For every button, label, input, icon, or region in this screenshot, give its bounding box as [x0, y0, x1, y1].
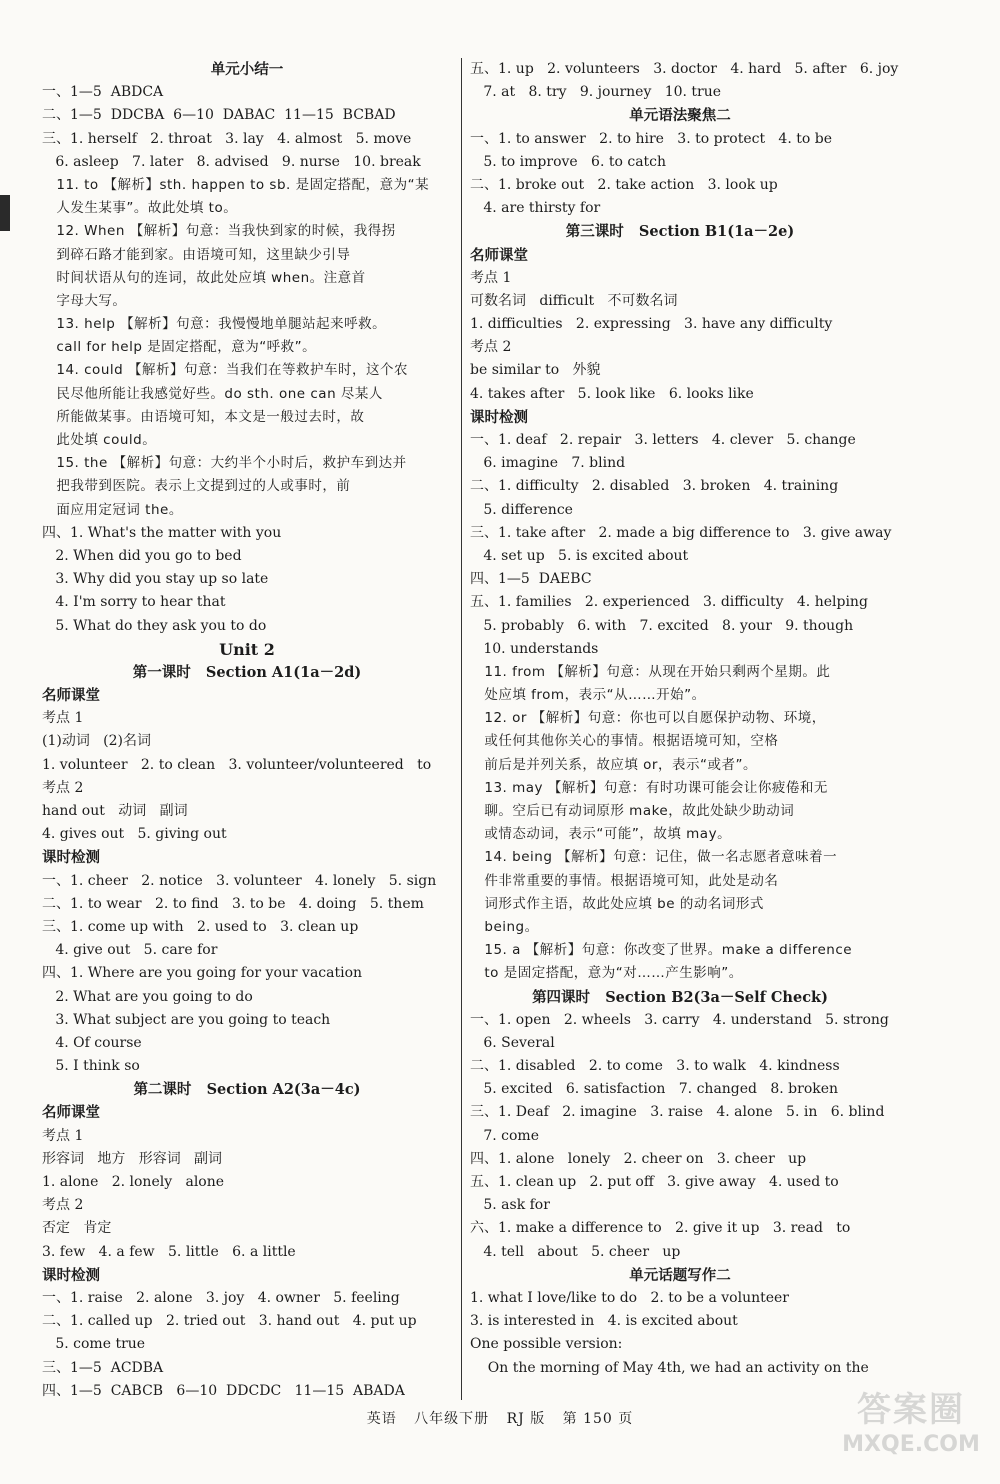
answer-line: to 是固定搭配，意为“对……产生影响”。 [470, 965, 743, 982]
footer-grade: 八年级下册 [414, 1411, 490, 1427]
answer-line: 或情态动词，表示“可能”，故填 may。 [470, 826, 732, 843]
answer-line: 14. could 【解析】句意：当我们在等救护车时，这个农 [42, 362, 408, 379]
answer-line: 五、1. families 2. experienced 3. difficulty 4. helping [470, 594, 868, 611]
answer-line: 12. When 【解析】句意：当我快到家的时候，我得拐 [42, 223, 396, 240]
answer-line: On the morning of May 4th, we had an activity on the [470, 1359, 869, 1376]
answer-line: 形容词 地方 形容词 副词 [42, 1150, 223, 1167]
answer-line: 5. excited 6. satisfaction 7. changed 8. broken [470, 1081, 839, 1098]
answer-line: 5. come true [42, 1336, 146, 1353]
answer-line: 15. the 【解析】句意：大约半个小时后，救护车到达并 [42, 455, 407, 472]
answer-line: 考点 2 [42, 779, 84, 796]
section-heading: Unit 2 [219, 639, 275, 659]
answer-line: 时间状语从句的连词，故此处应填 when。注意首 [42, 269, 366, 286]
answer-line: 5. What do they ask you to do [42, 617, 267, 634]
answer-line: 二、1. difficulty 2. disabled 3. broken 4. training [470, 478, 839, 495]
section-heading: 第二课时 Section A2(3a－4c) [133, 1081, 361, 1099]
answer-line: 六、1. make a difference to 2. give it up 3. read to [470, 1220, 851, 1237]
answer-line: 14. being 【解析】句意：记住，做一名志愿者意味着一 [470, 849, 838, 866]
answer-line: 一、1. deaf 2. repair 3. letters 4. clever 5. change [470, 432, 856, 448]
answer-line: 12. or 【解析】句意：你也可以自愿保护动物、环境， [470, 710, 826, 727]
answer-line: hand out 动词 副词 [42, 803, 188, 819]
answer-line: 三、1. herself 2. throat 3. lay 4. almost 5. move [42, 130, 412, 147]
footer-edition: RJ 版 [506, 1411, 546, 1427]
answer-line: 字母大写。 [42, 292, 127, 309]
answer-line: 二、1. to wear 2. to find 3. to be 4. doing 5. them [42, 895, 424, 912]
answer-line: 可数名词 difficult 不可数名词 [470, 292, 678, 309]
answer-line: 考点 2 [42, 1197, 84, 1214]
answer-line: 考点 1 [42, 710, 84, 727]
answer-line: 四、1. Where are you going for your vacation [42, 965, 363, 982]
subsection-heading: 名师课堂 [42, 687, 100, 705]
section-heading: 单元语法聚焦二 [629, 107, 731, 125]
answer-line: 3. Why did you stay up so late [42, 571, 269, 588]
answer-line: 5. ask for [470, 1197, 550, 1214]
answer-line: being。 [470, 918, 539, 935]
right-column [470, 58, 899, 1380]
edge-mark [0, 195, 10, 231]
answer-line: 面应用定冠词 the。 [42, 501, 183, 518]
answer-line: 四、1. What's the matter with you [42, 524, 282, 541]
answer-line: 4. are thirsty for [470, 200, 601, 217]
answer-line: 五、1. up 2. volunteers 3. doctor 4. hard 5. after 6. joy [470, 61, 899, 77]
answer-line: 4. Of course [42, 1034, 142, 1051]
answer-line: 考点 2 [470, 339, 512, 356]
answer-line: 处应填 from，表示“从……开始”。 [470, 687, 706, 704]
answer-line: 1. volunteer 2. to clean 3. volunteer/volunteered to [42, 756, 432, 773]
answer-line: 3. is interested in 4. is excited about [470, 1313, 738, 1330]
answer-line: 6. asleep 7. later 8. advised 9. nurse 10. break [42, 153, 421, 170]
answer-line: 人发生某事”。故此处填 to。 [42, 200, 238, 217]
section-heading: 第四课时 Section B2(3a－Self Check) [532, 988, 828, 1006]
answer-line: 10. understands [470, 640, 599, 657]
answer-line: 3. What subject are you going to teach [42, 1011, 331, 1028]
answer-line: 5. probably 6. with 7. excited 8. your 9. though [470, 617, 854, 634]
answer-line: 五、1. clean up 2. put off 3. give away 4. used to [470, 1174, 839, 1190]
answer-line: 一、1. to answer 2. to hire 3. to protect 4. to be [470, 130, 832, 147]
answer-line: 三、1. take after 2. made a big difference to 3. give away [470, 524, 892, 541]
answer-line: 1. alone 2. lonely alone [42, 1174, 225, 1190]
answer-line: 11. to 【解析】sth. happen to sb. 是固定搭配，意为“某 [42, 176, 430, 193]
answer-line: 三、1—5 ACDBA [42, 1359, 164, 1376]
watermark-logo [836, 1382, 986, 1466]
section-heading: 第一课时 Section A1(1a－2d) [132, 663, 362, 681]
answer-line: 件非常重要的事情。根据语境可知，此处是动名 [470, 872, 779, 889]
watermark-text: 答案圈 [857, 1390, 965, 1430]
answer-line: 二、1—5 DDCBA 6—10 DABAC 11—15 BCBAD [42, 107, 396, 124]
answer-line: 13. may 【解析】句意：有时功课可能会让你疲倦和无 [470, 779, 828, 796]
answer-line: 1. difficulties 2. expressing 3. have any difficulty [470, 316, 833, 333]
answer-line: 6. Several [470, 1034, 555, 1051]
answer-line: 四、1. alone lonely 2. cheer on 3. cheer up [470, 1150, 807, 1167]
footer-subject: 英语 [366, 1411, 397, 1427]
subsection-heading: 课时检测 [470, 408, 528, 426]
section-heading: 单元小结一 [210, 61, 284, 78]
answer-line: (1)动词 (2)名词 [42, 733, 152, 750]
answer-line: 三、1. come up with 2. used to 3. clean up [42, 918, 359, 935]
answer-line: 1. what I love/like to do 2. to be a volunteer [470, 1289, 789, 1306]
answer-line: 民尽他所能让我感觉好些。do sth. one can 尽某人 [42, 385, 383, 402]
section-heading: 单元话题写作二 [629, 1266, 731, 1284]
answer-line: 到碎石路才能到家。由语境可知，这里缺少引导 [42, 246, 351, 263]
answer-line: 二、1. called up 2. tried out 3. hand out 4. put up [42, 1313, 417, 1330]
subsection-heading: 名师课堂 [42, 1104, 100, 1122]
answer-line: 考点 1 [42, 1127, 84, 1144]
answer-line: 11. from 【解析】句意：从现在开始只剩两个星期。此 [470, 663, 831, 680]
answer-line: 15. a 【解析】句意：你改变了世界。make a difference [470, 942, 853, 959]
answer-line: 4. takes after 5. look like 6. looks like [470, 385, 754, 402]
answer-line: 考点 1 [470, 269, 512, 286]
answer-line: 2. When did you go to bed [42, 547, 242, 564]
answer-line: 或任何其他你关心的事情。根据语境可知，空格 [470, 733, 779, 750]
answer-line: 三、1. Deaf 2. imagine 3. raise 4. alone 5. in 6. blind [470, 1104, 885, 1121]
answer-line: 4. give out 5. care for [42, 942, 218, 959]
answer-line: One possible version: [470, 1336, 623, 1353]
answer-line: 7. at 8. try 9. journey 10. true [470, 84, 722, 101]
answer-line: 前后是并列关系，故应填 or，表示“或者”。 [470, 756, 757, 773]
left-column [42, 58, 452, 1403]
answer-line: 一、1. cheer 2. notice 3. volunteer 4. lonely 5. sign [42, 872, 437, 889]
answer-line: be similar to 外貌 [470, 362, 601, 379]
answer-line: 5. I think so [42, 1058, 140, 1075]
watermark-url: MXQE.COM [842, 1432, 980, 1457]
answer-line: call for help 是固定搭配，意为“呼救”。 [42, 339, 317, 356]
answer-line: 四、1—5 CABCB 6—10 DDCDC 11—15 ABADA [42, 1382, 405, 1399]
subsection-heading: 名师课堂 [470, 246, 528, 264]
answer-line: 2. What are you going to do [42, 988, 253, 1005]
subsection-heading: 课时检测 [42, 849, 100, 867]
answer-line: 4. I'm sorry to hear that [42, 594, 226, 611]
answer-line: 3. few 4. a few 5. little 6. a little [42, 1243, 296, 1260]
footer-page-number: 第 150 页 [562, 1411, 634, 1427]
answer-line: 13. help 【解析】句意：我慢慢地单腿站起来呼救。 [42, 316, 387, 333]
answer-line: 把我带到医院。表示上文提到过的人或事时，前 [42, 478, 351, 495]
answer-line: 4. set up 5. is excited about [470, 547, 689, 564]
answer-line: 所能做某事。由语境可知，本文是一般过去时，故 [42, 408, 365, 425]
answer-line: 二、1. broke out 2. take action 3. look up [470, 176, 778, 193]
answer-line: 二、1. disabled 2. to come 3. to walk 4. kindness [470, 1058, 840, 1075]
answer-line: 5. to improve 6. to catch [470, 153, 667, 170]
answer-line: 词形式作主语，故此处应填 be 的动名词形式 [470, 895, 764, 912]
answer-line: 四、1—5 DAEBC [470, 571, 592, 588]
answer-line: 一、1—5 ABDCA [42, 84, 164, 101]
answer-line: 聊。空后已有动词原形 make，故此处缺少助动词 [470, 803, 795, 819]
section-heading: 第三课时 Section B1(1a－2e) [565, 223, 795, 241]
column-divider [461, 58, 462, 1400]
answer-line: 7. come [470, 1127, 539, 1144]
answer-line: 4. tell about 5. cheer up [470, 1243, 681, 1260]
answer-line: 一、1. open 2. wheels 3. carry 4. understand 5. strong [470, 1011, 889, 1028]
subsection-heading: 课时检测 [42, 1266, 100, 1284]
answer-line: 4. gives out 5. giving out [42, 826, 227, 843]
answer-line: 此处填 could。 [42, 432, 157, 448]
answer-line: 一、1. raise 2. alone 3. joy 4. owner 5. feeling [42, 1289, 400, 1306]
answer-line: 6. imagine 7. blind [470, 455, 626, 472]
answer-line: 5. difference [470, 501, 573, 518]
answer-line: 否定 肯定 [42, 1220, 112, 1237]
